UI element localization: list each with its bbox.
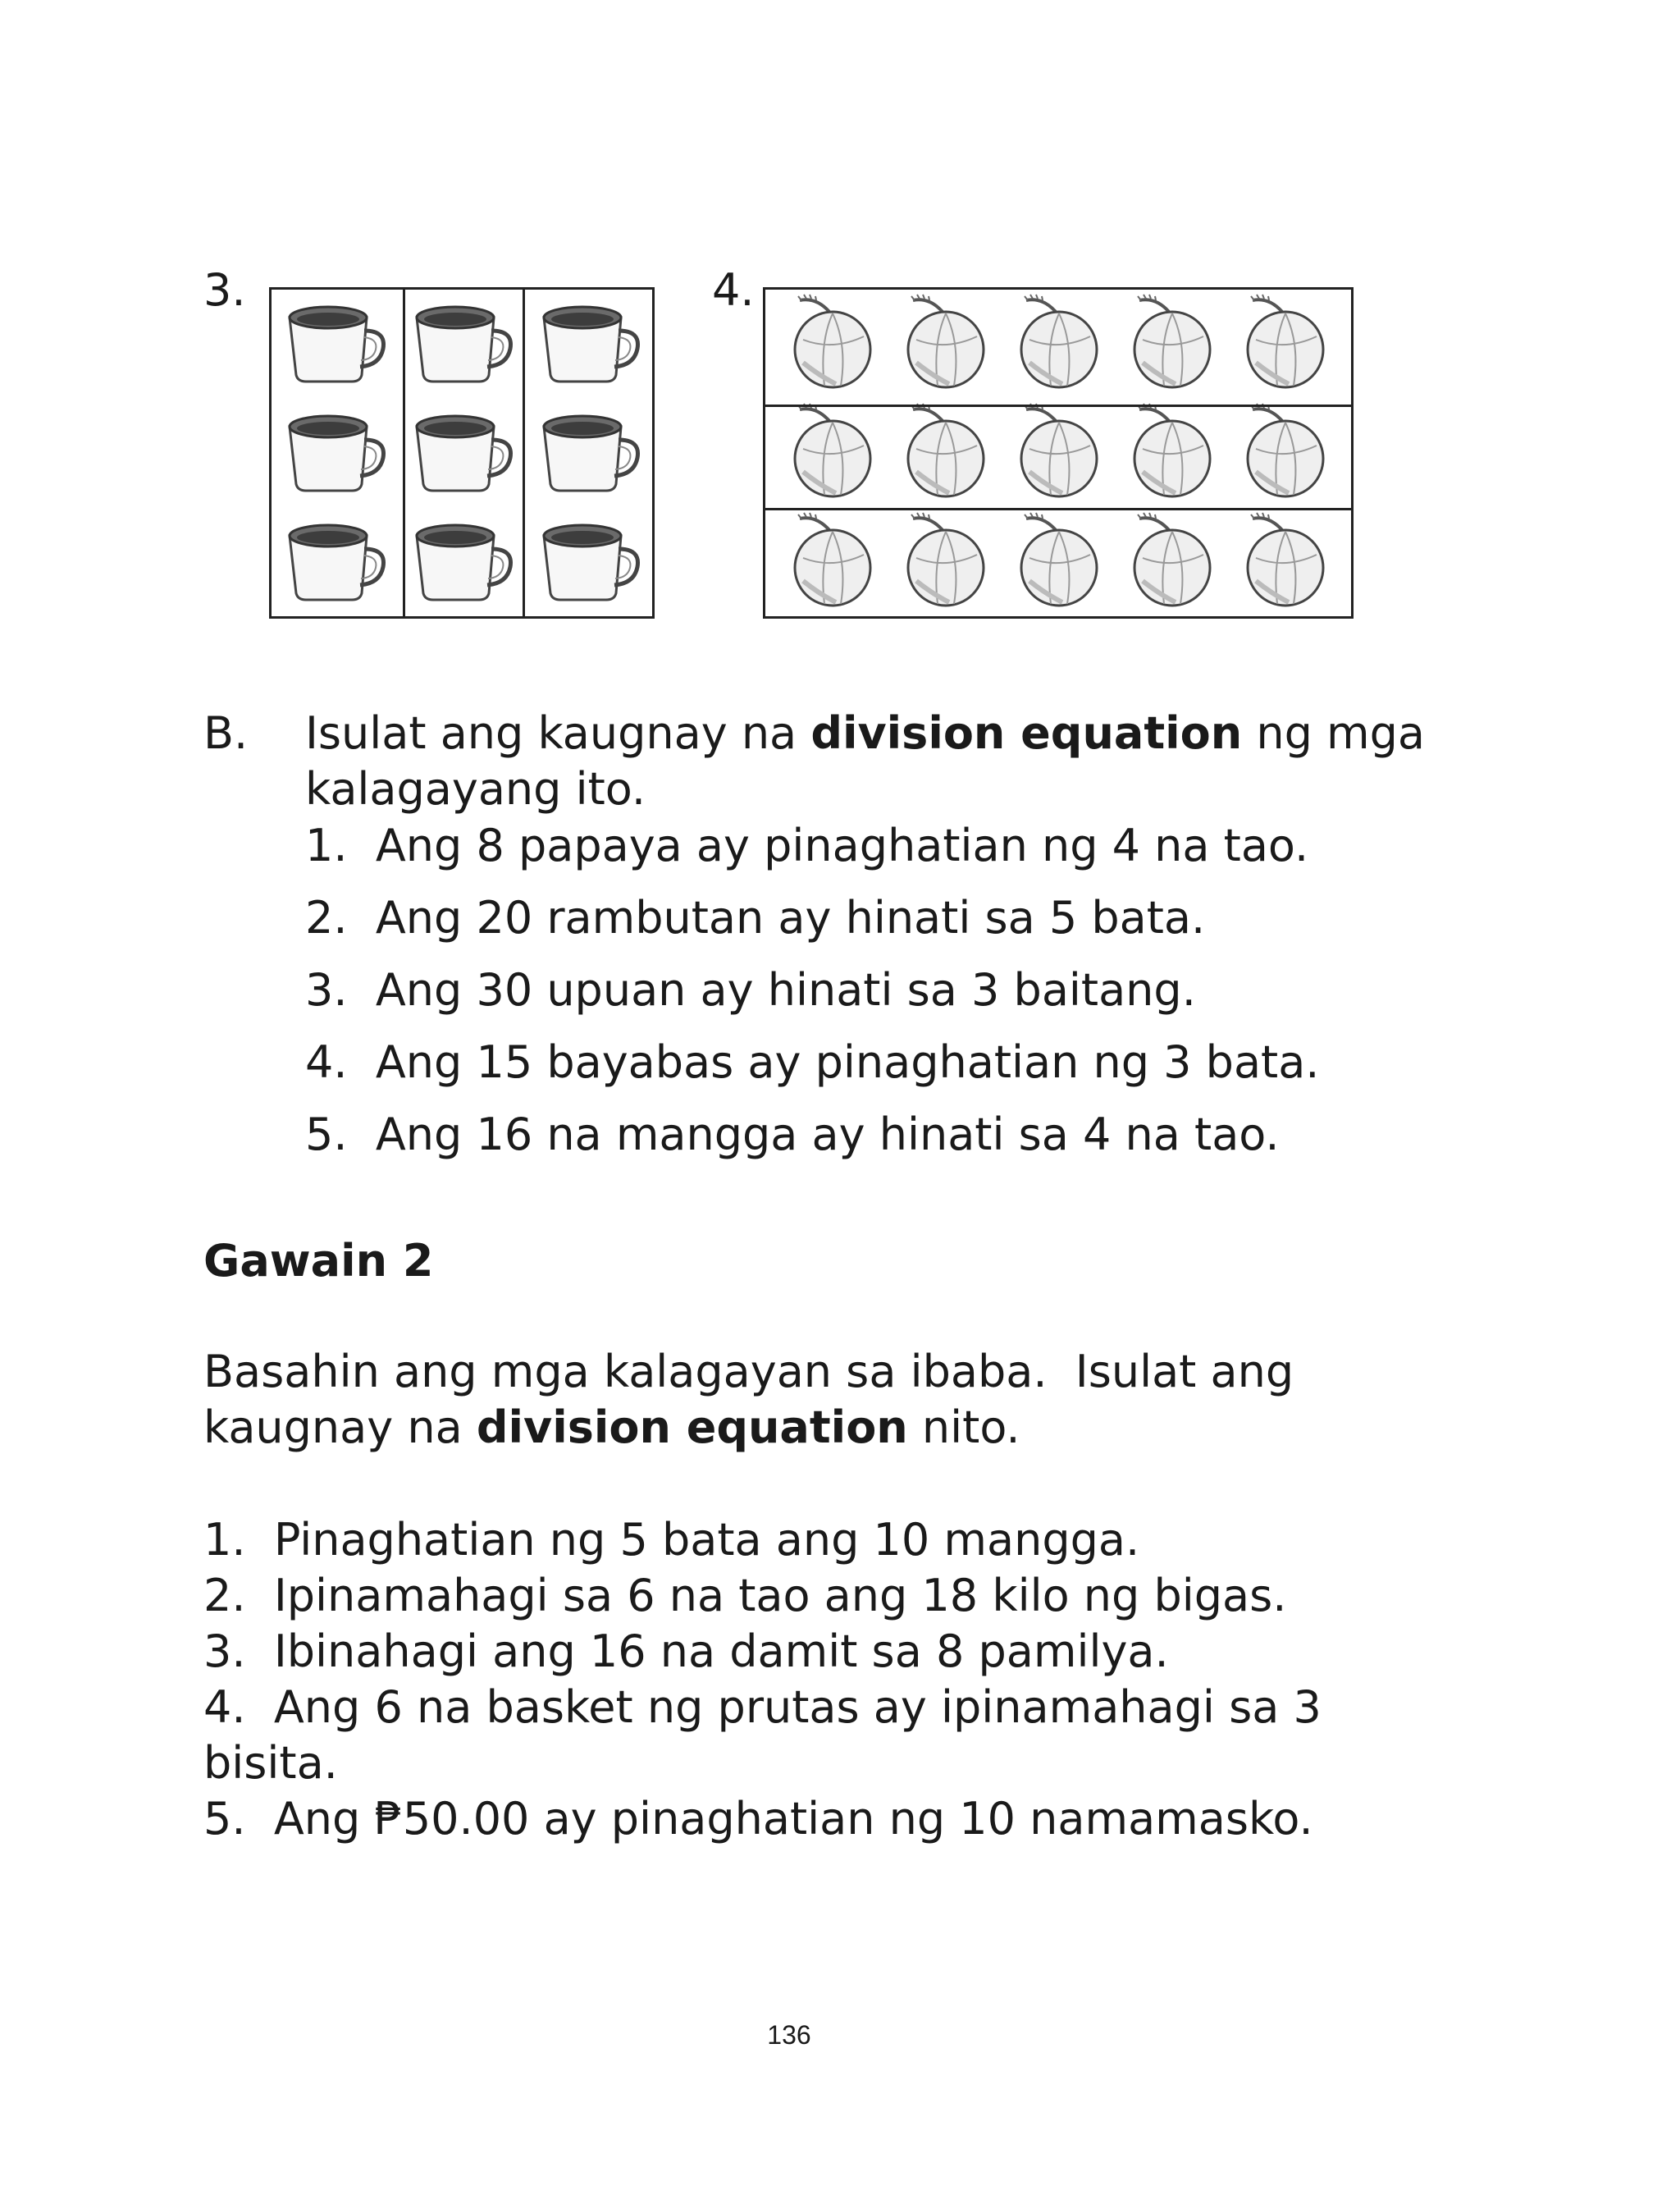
section-b-letter: B.: [203, 707, 249, 759]
instruction-text-end: ng mga: [1242, 707, 1426, 759]
fruit-icon: [1126, 403, 1217, 503]
fruit-icon: [900, 294, 990, 394]
cup-icon: [272, 399, 399, 508]
fruit-row: [765, 507, 1351, 616]
section-b-item: 2. Ang 20 rambutan ay hinati sa 5 bata.: [305, 892, 1206, 944]
figure-4-number: 4.: [712, 264, 755, 316]
gawain-2-item: 5. Ang ₱50.00 ay pinaghatian ng 10 namamasko.: [203, 1793, 1313, 1845]
section-b-instruction: [305, 706, 1454, 761]
figure-4-fruit-grid: [763, 287, 1354, 619]
fruit-icon: [787, 512, 877, 612]
section-b-item: 1. Ang 8 papaya ay pinaghatian ng 4 na tao.: [305, 820, 1309, 871]
cup-icon: [525, 399, 652, 508]
cup-icon: [399, 399, 526, 508]
gawain-2-heading: Gawain 2: [203, 1235, 434, 1287]
section-b-item: 3. Ang 30 upuan ay hinati sa 3 baitang.: [305, 964, 1196, 1016]
fruit-icon: [1126, 512, 1217, 612]
cup-icon: [525, 507, 652, 616]
gawain-2-intro-line1: Basahin ang mga kalagayan sa ibaba. Isulat ang: [203, 1346, 1294, 1397]
gawain-2-item: 4. Ang 6 na basket ng prutas ay ipinamahagi sa 3: [203, 1681, 1322, 1733]
section-b-item: 5. Ang 16 na mangga ay hinati sa 4 na tao.: [305, 1109, 1280, 1160]
fruit-icon: [1126, 294, 1217, 394]
fruit-icon: [787, 294, 877, 394]
figure-3-cups-grid: [269, 287, 655, 619]
section-b-instruction-line2: kalagayang ito.: [305, 763, 646, 815]
instruction-bold: division equation: [810, 707, 1243, 759]
cup-icon: [525, 290, 652, 399]
fruit-icon: [1013, 403, 1103, 503]
fruit-icon: [1239, 294, 1330, 394]
intro-text: kaugnay na: [203, 1401, 477, 1453]
intro-text-end: nito.: [907, 1401, 1020, 1453]
fruit-icon: [1239, 403, 1330, 503]
gawain-2-intro-line2: [203, 1400, 1020, 1456]
fruit-row: [765, 399, 1351, 508]
fruit-icon: [787, 403, 877, 503]
cup-icon: [399, 507, 526, 616]
cup-icon: [272, 507, 399, 616]
fruit-icon: [900, 512, 990, 612]
gawain-2-item: 2. Ipinamahagi sa 6 na tao ang 18 kilo ng bigas.: [203, 1570, 1287, 1621]
gawain-2-item-continued: bisita.: [203, 1737, 338, 1789]
gawain-2-item: 1. Pinaghatian ng 5 bata ang 10 mangga.: [203, 1514, 1140, 1566]
cup-icon: [272, 290, 399, 399]
figure-3-number: 3.: [203, 264, 246, 316]
instruction-text: Isulat ang kaugnay na: [305, 707, 811, 759]
fruit-row: [765, 290, 1351, 399]
fruit-icon: [1013, 294, 1103, 394]
intro-bold: division equation: [476, 1401, 908, 1453]
fruit-icon: [1239, 512, 1330, 612]
section-b-item: 4. Ang 15 bayabas ay pinaghatian ng 3 bata.: [305, 1036, 1320, 1088]
fruit-icon: [1013, 512, 1103, 612]
page-number: 136: [767, 2020, 811, 2050]
fruit-icon: [900, 403, 990, 503]
gawain-2-item: 3. Ibinahagi ang 16 na damit sa 8 pamilya.: [203, 1625, 1169, 1677]
cup-icon: [399, 290, 526, 399]
